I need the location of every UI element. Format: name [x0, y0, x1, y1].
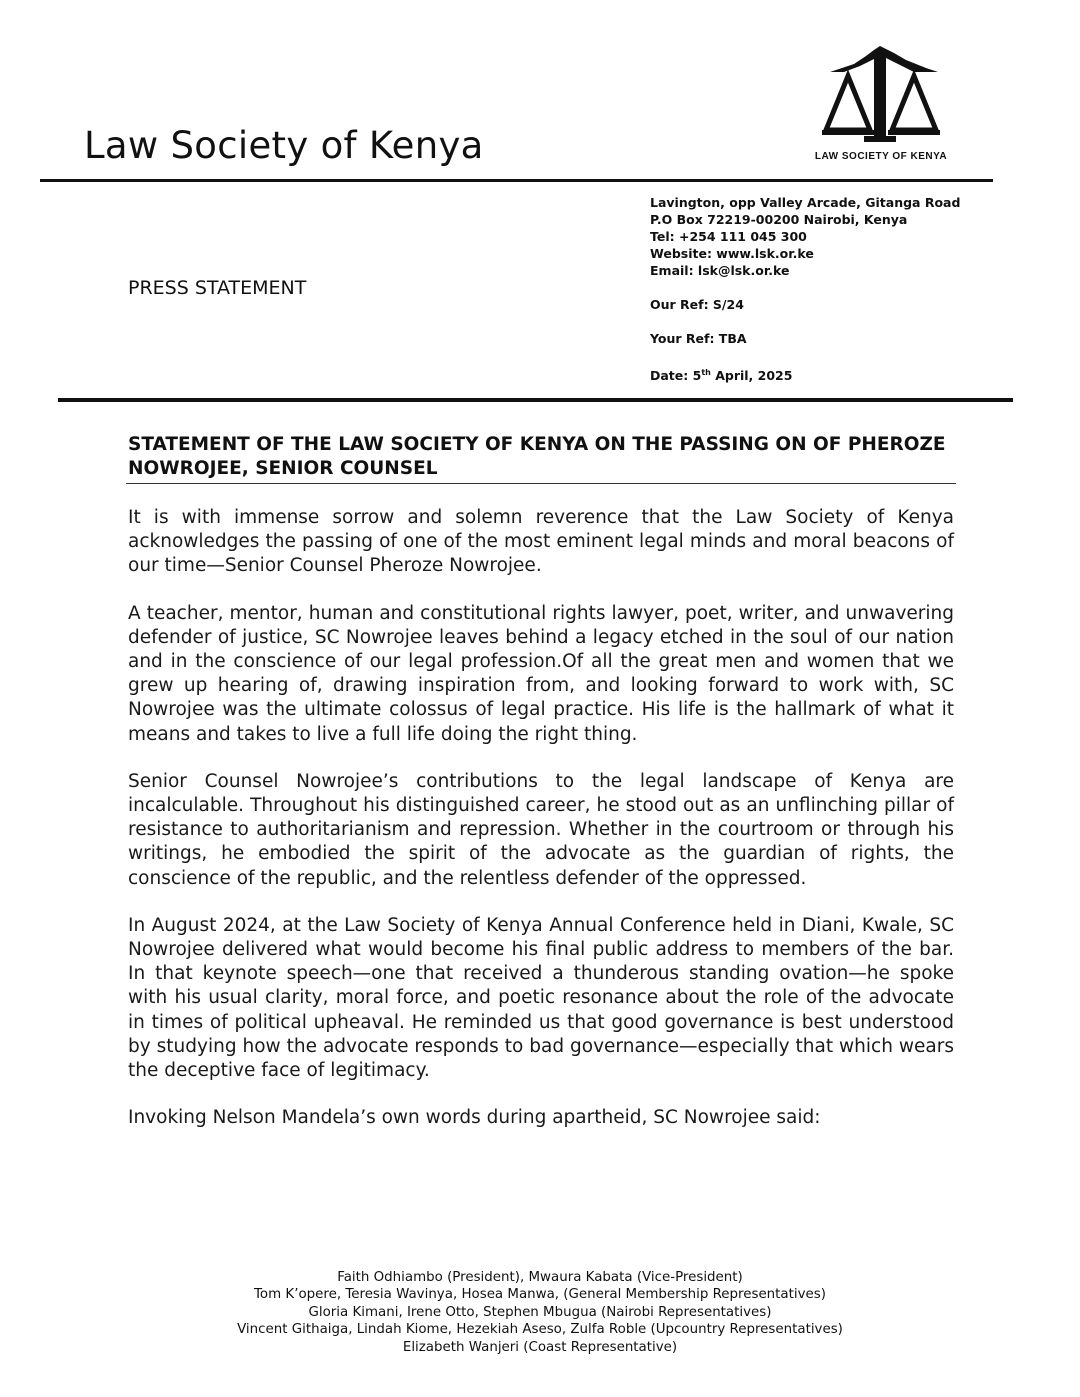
document-type: PRESS STATEMENT: [128, 277, 307, 299]
heading-underline: [126, 483, 956, 484]
footer-line: Tom K’opere, Teresia Wavinya, Hosea Manwa, (General Membership Representatives): [254, 1287, 826, 1303]
footer-line: Gloria Kimani, Irene Otto, Stephen Mbugua (Nairobi Representatives): [308, 1304, 772, 1320]
scales-of-justice-icon: [814, 44, 948, 148]
address-email: Email: lsk@lsk.or.ke: [650, 263, 790, 278]
address-po-box: P.O Box 72219-00200 Nairobi, Kenya: [650, 212, 908, 227]
paragraph: In August 2024, at the Law Society of Kenya Annual Conference held in Diani, Kwale, SC Nowrojee delivered what would become his final public address to members of the bar. In that keynote speech—one that received a thunderous standing ovation—he spoke with his usual clarity, moral force, and poetic resonance about the role of the advocate in times of political upheaval. He reminded us that good governance is best understood by studying how the advocate responds to bad governance—especially that which wears the deceptive face of legitimacy.: [128, 914, 954, 1082]
paragraph: Invoking Nelson Mandela’s own words during apartheid, SC Nowrojee said:: [128, 1107, 821, 1129]
footer-line: Vincent Githaiga, Lindah Kiome, Hezekiah Aseso, Zulfa Roble (Upcountry Representatives): [237, 1322, 843, 1338]
logo-caption: LAW SOCIETY OF KENYA: [814, 151, 948, 162]
address-website: Website: www.lsk.or.ke: [650, 246, 814, 261]
paragraph: It is with immense sorrow and solemn reverence that the Law Society of Kenya acknowledges the passing of one of the most eminent legal minds and moral beacons of our time—Senior Counsel Pheroze Nowrojee.: [128, 507, 954, 577]
paragraph: Senior Counsel Nowrojee’s contributions to the legal landscape of Kenya are incalculable. Throughout his distinguished career, he stood out as an unflinching pillar of resistance to authoritarianism and repression. Whether in the courtroom or through his writings, he embodied the spirit of the advocate as the guardian of rights, the conscience of the republic, and the relentless defender of the oppressed.: [128, 770, 954, 889]
footer-line: Faith Odhiambo (President), Mwaura Kabata (Vice-President): [337, 1270, 743, 1285]
date-ordinal: th: [701, 368, 711, 377]
paragraph: A teacher, mentor, human and constitutional rights lawyer, poet, writer, and unwavering defender of justice, SC Nowrojee leaves behind a legacy etched in the soul of our nation and in the conscience of our legal profession.Of all the great men and women that we grew up hearing of, drawing inspiration from, and looking forward to work with, SC Nowrojee was the ultimate colossus of legal practice. His life is the hallmark of what it means and takes to live a full life doing the right thing.: [128, 602, 954, 745]
address-block: [650, 194, 980, 279]
date-suffix: April, 2025: [710, 368, 793, 384]
address-telephone: Tel: +254 111 045 300: [650, 229, 807, 244]
reference-block: [650, 296, 980, 398]
statement-body: [128, 506, 954, 1153]
your-ref: Your Ref: TBA: [650, 331, 747, 346]
header-divider: [40, 179, 993, 182]
statement-heading: STATEMENT OF THE LAW SOCIETY OF KENYA ON THE PASSING ON OF PHEROZE NOWROJEE, SENIOR COUNSEL: [128, 434, 946, 479]
lsk-logo: [800, 44, 962, 168]
section-divider: [58, 398, 1013, 402]
address-line: Lavington, opp Valley Arcade, Gitanga Road: [650, 195, 961, 210]
council-members-footer: [140, 1269, 940, 1356]
org-title: Law Society of Kenya: [84, 124, 484, 167]
our-ref: Our Ref: S/24: [650, 297, 744, 312]
statement-date: [650, 364, 980, 398]
footer-line: Elizabeth Wanjeri (Coast Representative): [402, 1339, 678, 1355]
date-prefix: Date: 5: [650, 368, 702, 384]
